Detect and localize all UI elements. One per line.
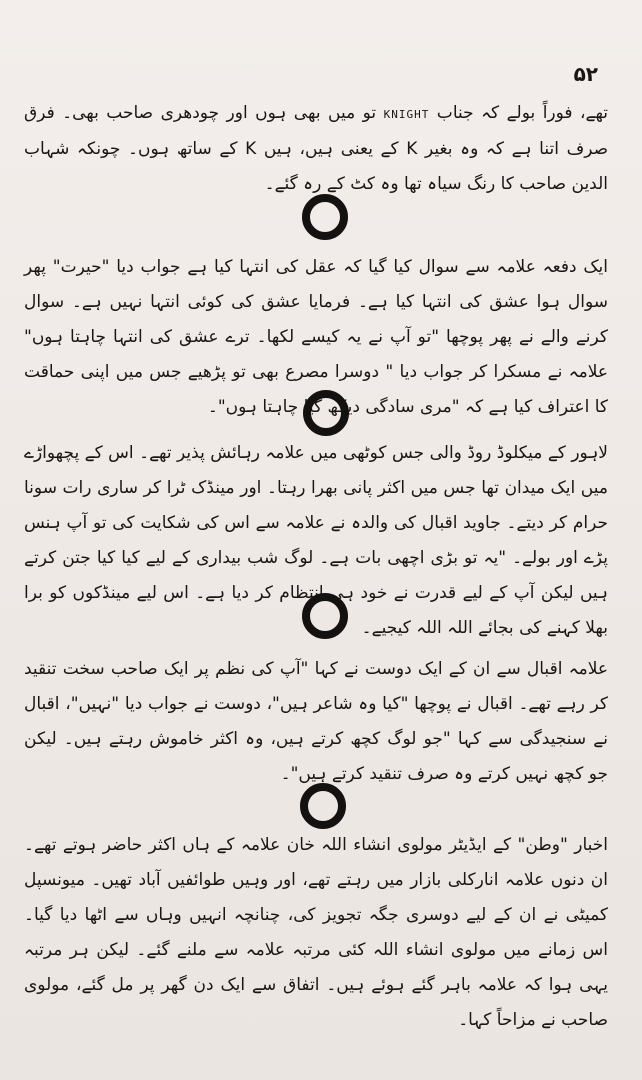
- page-number: ۵۲: [573, 62, 598, 86]
- knight-word: KNIGHT: [383, 108, 430, 121]
- paragraph-2: ایک دفعہ علامہ سے سوال کیا گیا کہ عقل کی انتہا کیا ہے جواب دیا "حیرت" پھر سوال ہوا عشق کی انتہا کیا ہے۔ فرمایا عشق کی کوئی انتہا نہیں ہے۔ سوال کرنے والے نے پھر پوچھا "تو آپ نے یہ کیسے لکھا۔ ترے عشق کی انتہا چاہتا ہوں" علامہ نے مسکرا کر جواب دیا " دوسرا مصرع بھی تو پڑھیے جس میں اپنی حماقت کا اعتراف کیا ہے کہ "مری سادگی دیکھ کیا چاہتا ہوں"۔: [24, 257, 608, 417]
- paragraph-3: لاہور کے میکلوڈ روڈ والی جس کوٹھی میں علامہ رہائش پذیر تھے۔ اس کے پچھواڑے میں ایک میدان تھا جس میں اکثر پانی بھرا رہتا۔ اور مینڈک ٹرا کر ساری رات سونا حرام کر دیتے۔ جاوید اقبال کی والدہ نے علامہ سے اس کی شکایت کی تو آپ ہنس پڑے اور بولے۔ "یہ تو بڑی اچھی بات ہے۔ لوگ شب بیداری کے لیے کیا کیا جتن کرتے ہیں لیکن آپ کے لیے قدرت نے خود ہی انتظام کر دیا ہے۔ اس لیے مینڈکوں کو برا بھلا کہنے کی بجائے اللہ اللہ کیجیے۔: [24, 443, 608, 638]
- paragraph-5: اخبار "وطن" کے ایڈیٹر مولوی انشاء اللہ خان علامہ کے ہاں اکثر حاضر ہوتے تھے۔ ان دنوں علامہ انارکلی بازار میں رہتے تھے، اور وہیں طوائفیں آباد تھیں۔ میونسپل کمیٹی نے ان کے لیے دوسری جگہ تجویز کی، چنانچہ انہیں وہاں سے اٹھا دیا گیا۔ اس زمانے میں مولوی انشاء اللہ کئی مرتبہ علامہ سے ملنے گئے۔ لیکن ہر مرتبہ یہی ہوا کہ علامہ باہر گئے ہوئے ہیں۔ اتفاق سے ایک دن گھر پر مل گئے، مولوی صاحب نے مزاحاً کہا۔: [24, 835, 608, 1030]
- ornament-ring-icon: [302, 593, 348, 639]
- ornament-ring-icon: [303, 390, 349, 436]
- ornament-ring-icon: [300, 783, 346, 829]
- paragraph-1: تھے، فوراً بولے کہ جناب KNIGHT تو میں بھی ہوں اور چودھری صاحب بھی۔ فرق صرف اتنا ہے کہ وہ بغیر K کے یعنی ہیں، ہیں K کے ساتھ ہوں۔ چونکہ شہاب الدین صاحب کا رنگ سیاہ تھا وہ کٹ کے رہ گئے۔: [24, 103, 609, 194]
- paragraph-4: علامہ اقبال سے ان کے ایک دوست نے کہا "آپ کی نظم پر ایک صاحب سخت تنقید کر رہے تھے۔ اقبال نے پوچھا "کیا وہ شاعر ہیں"، دوست نے جواب دیا "نہیں"، اقبال نے سنجیدگی سے کہا "جو لوگ کچھ کرتے ہیں، وہ اکثر خاموش رہتے ہیں۔ لیکن جو کچھ نہیں کرتے وہ صرف تنقید کرتے ہیں"۔: [24, 659, 608, 784]
- ornament-ring-icon: [302, 194, 348, 240]
